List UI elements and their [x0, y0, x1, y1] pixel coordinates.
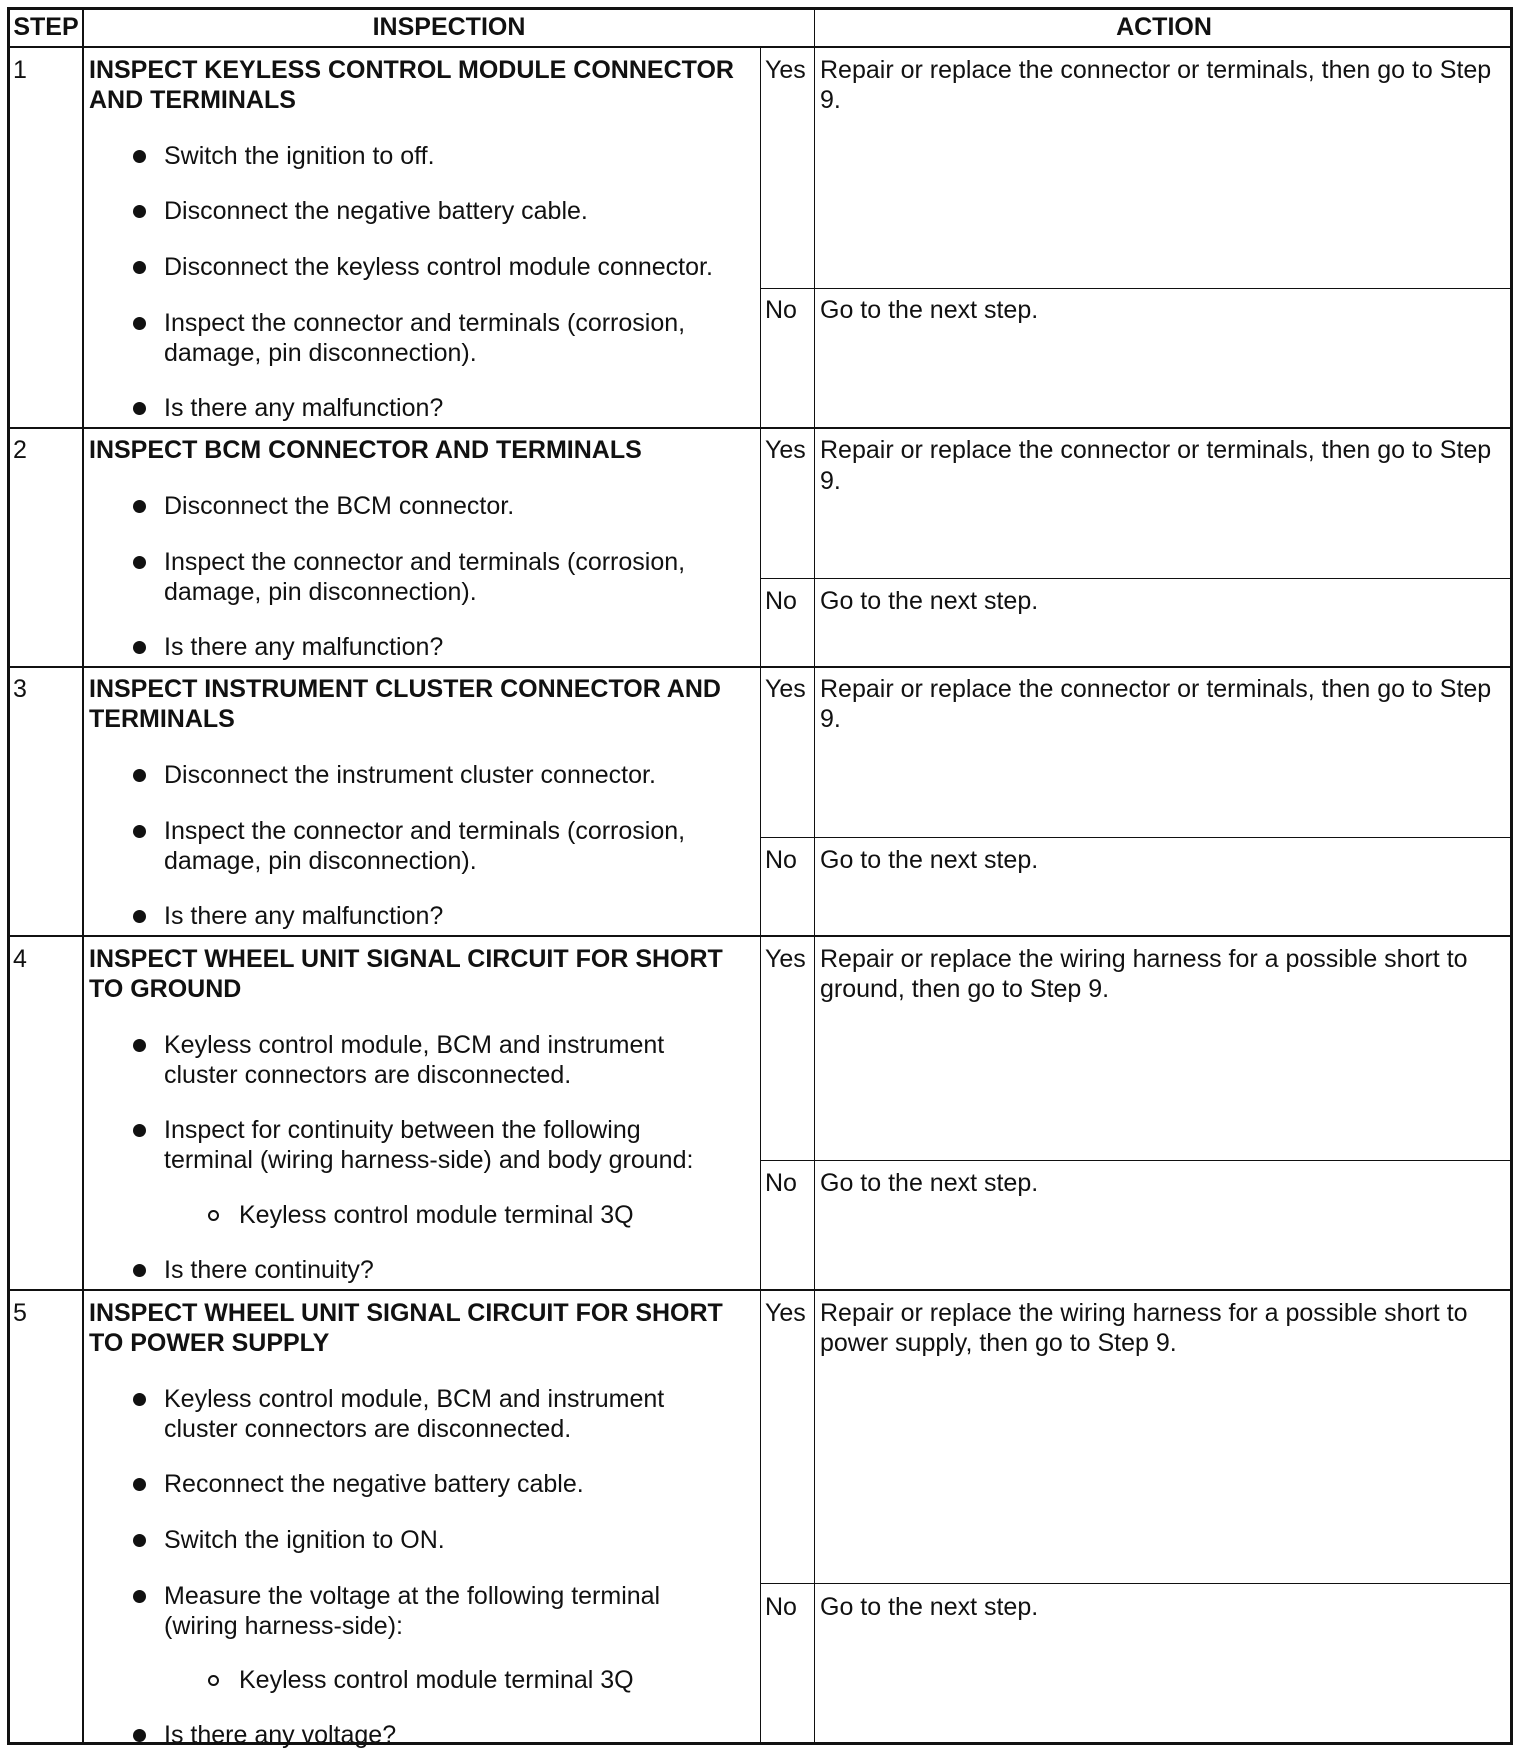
step-title-line: INSPECT INSTRUMENT CLUSTER CONNECTOR AND	[89, 675, 721, 703]
row-divider-3	[7, 935, 1513, 937]
inspection-item: Measure the voltage at the following terminal	[164, 1582, 661, 1610]
col-divider-yesno	[760, 47, 761, 1745]
yes-action: ground, then go to Step 9.	[820, 975, 1110, 1003]
yes-label: Yes	[765, 945, 806, 973]
bullet-icon	[133, 1590, 146, 1603]
bullet-icon	[133, 317, 146, 330]
no-label: No	[765, 846, 797, 874]
inspection-item: Disconnect the instrument cluster connector.	[164, 761, 656, 789]
inspection-item: damage, pin disconnection).	[164, 339, 477, 367]
step-title-line: INSPECT KEYLESS CONTROL MODULE CONNECTOR	[89, 56, 734, 84]
yes-no-divider-2	[760, 578, 1513, 579]
inspection-item: Inspect the connector and terminals (corrosion,	[164, 548, 686, 576]
yes-action: Repair or replace the wiring harness for a possible short to	[820, 1299, 1468, 1327]
step-title-line: INSPECT WHEEL UNIT SIGNAL CIRCUIT FOR SHORT	[89, 945, 723, 973]
header-action: ACTION	[1116, 13, 1212, 41]
yes-action: Repair or replace the connector or terminals, then go to Step	[820, 436, 1492, 464]
sub-bullet-icon	[208, 1210, 219, 1221]
col-divider-action	[814, 7, 815, 1745]
yes-no-divider-4	[760, 1160, 1513, 1161]
inspection-item: Inspect the connector and terminals (corrosion,	[164, 309, 686, 337]
row-divider-4	[7, 1289, 1513, 1291]
inspection-item: Inspect the connector and terminals (corrosion,	[164, 817, 686, 845]
no-label: No	[765, 296, 797, 324]
col-divider-step	[82, 7, 84, 1745]
no-action: Go to the next step.	[820, 587, 1039, 615]
yes-action: 9.	[820, 705, 841, 733]
yes-action: Repair or replace the wiring harness for a possible short to	[820, 945, 1468, 973]
yes-action: Repair or replace the connector or terminals, then go to Step	[820, 675, 1492, 703]
bullet-icon	[133, 1039, 146, 1052]
row-divider-2	[7, 666, 1513, 668]
bullet-icon	[133, 1478, 146, 1491]
header-underline	[7, 46, 1513, 48]
inspection-item: Keyless control module, BCM and instrument	[164, 1385, 665, 1413]
bullet-icon	[133, 150, 146, 163]
bullet-icon	[133, 1729, 146, 1742]
bullet-icon	[133, 1393, 146, 1406]
step-title-line: AND TERMINALS	[89, 86, 296, 114]
no-action: Go to the next step.	[820, 846, 1039, 874]
no-action: Go to the next step.	[820, 1593, 1039, 1621]
inspection-item: damage, pin disconnection).	[164, 847, 477, 875]
inspection-item: terminal (wiring harness-side) and body ground:	[164, 1146, 694, 1174]
no-label: No	[765, 1593, 797, 1621]
no-label: No	[765, 587, 797, 615]
inspection-item: Switch the ignition to off.	[164, 142, 435, 170]
yes-no-divider-3	[760, 837, 1513, 838]
bullet-icon	[133, 261, 146, 274]
bullet-icon	[133, 205, 146, 218]
inspection-subitem: Keyless control module terminal 3Q	[239, 1201, 634, 1229]
inspection-item: Is there any voltage?	[164, 1721, 397, 1749]
bullet-icon	[133, 910, 146, 923]
no-label: No	[765, 1169, 797, 1197]
step-number: 1	[13, 56, 27, 84]
sub-bullet-icon	[208, 1675, 219, 1686]
inspection-item: Is there continuity?	[164, 1256, 374, 1284]
inspection-item: Reconnect the negative battery cable.	[164, 1470, 584, 1498]
yes-label: Yes	[765, 675, 806, 703]
bullet-icon	[133, 1264, 146, 1277]
yes-label: Yes	[765, 56, 806, 84]
step-number: 4	[13, 945, 27, 973]
yes-action: 9.	[820, 86, 841, 114]
inspection-item: cluster connectors are disconnected.	[164, 1415, 572, 1443]
step-title-line: TERMINALS	[89, 705, 235, 733]
step-title-line: INSPECT WHEEL UNIT SIGNAL CIRCUIT FOR SHORT	[89, 1299, 723, 1327]
no-action: Go to the next step.	[820, 296, 1039, 324]
bullet-icon	[133, 641, 146, 654]
step-title-line: TO GROUND	[89, 975, 242, 1003]
inspection-item: (wiring harness-side):	[164, 1612, 403, 1640]
bullet-icon	[133, 556, 146, 569]
bullet-icon	[133, 402, 146, 415]
step-number: 2	[13, 436, 27, 464]
bullet-icon	[133, 500, 146, 513]
inspection-item: Is there any malfunction?	[164, 394, 444, 422]
step-number: 3	[13, 675, 27, 703]
inspection-subitem: Keyless control module terminal 3Q	[239, 1666, 634, 1694]
inspection-item: Keyless control module, BCM and instrument	[164, 1031, 665, 1059]
inspection-item: damage, pin disconnection).	[164, 578, 477, 606]
inspection-item: Disconnect the BCM connector.	[164, 492, 515, 520]
yes-action: Repair or replace the connector or terminals, then go to Step	[820, 56, 1492, 84]
bullet-icon	[133, 1534, 146, 1547]
bullet-icon	[133, 825, 146, 838]
inspection-item: cluster connectors are disconnected.	[164, 1061, 572, 1089]
bullet-icon	[133, 1124, 146, 1137]
inspection-item: Disconnect the keyless control module connector.	[164, 253, 713, 281]
inspection-item: Is there any malfunction?	[164, 902, 444, 930]
yes-action: power supply, then go to Step 9.	[820, 1329, 1177, 1357]
header-inspection: INSPECTION	[372, 13, 526, 41]
inspection-item: Switch the ignition to ON.	[164, 1526, 445, 1554]
yes-label: Yes	[765, 436, 806, 464]
inspection-item: Disconnect the negative battery cable.	[164, 197, 588, 225]
yes-no-divider-5	[760, 1583, 1513, 1584]
inspection-item: Is there any malfunction?	[164, 633, 444, 661]
step-title-line: TO POWER SUPPLY	[89, 1329, 330, 1357]
row-divider-1	[7, 427, 1513, 429]
header-step: STEP	[13, 13, 79, 41]
bullet-icon	[133, 769, 146, 782]
inspection-item: Inspect for continuity between the following	[164, 1116, 641, 1144]
step-number: 5	[13, 1299, 27, 1327]
no-action: Go to the next step.	[820, 1169, 1039, 1197]
yes-action: 9.	[820, 467, 841, 495]
yes-no-divider-1	[760, 288, 1513, 289]
yes-label: Yes	[765, 1299, 806, 1327]
step-title-line: INSPECT BCM CONNECTOR AND TERMINALS	[89, 436, 642, 464]
